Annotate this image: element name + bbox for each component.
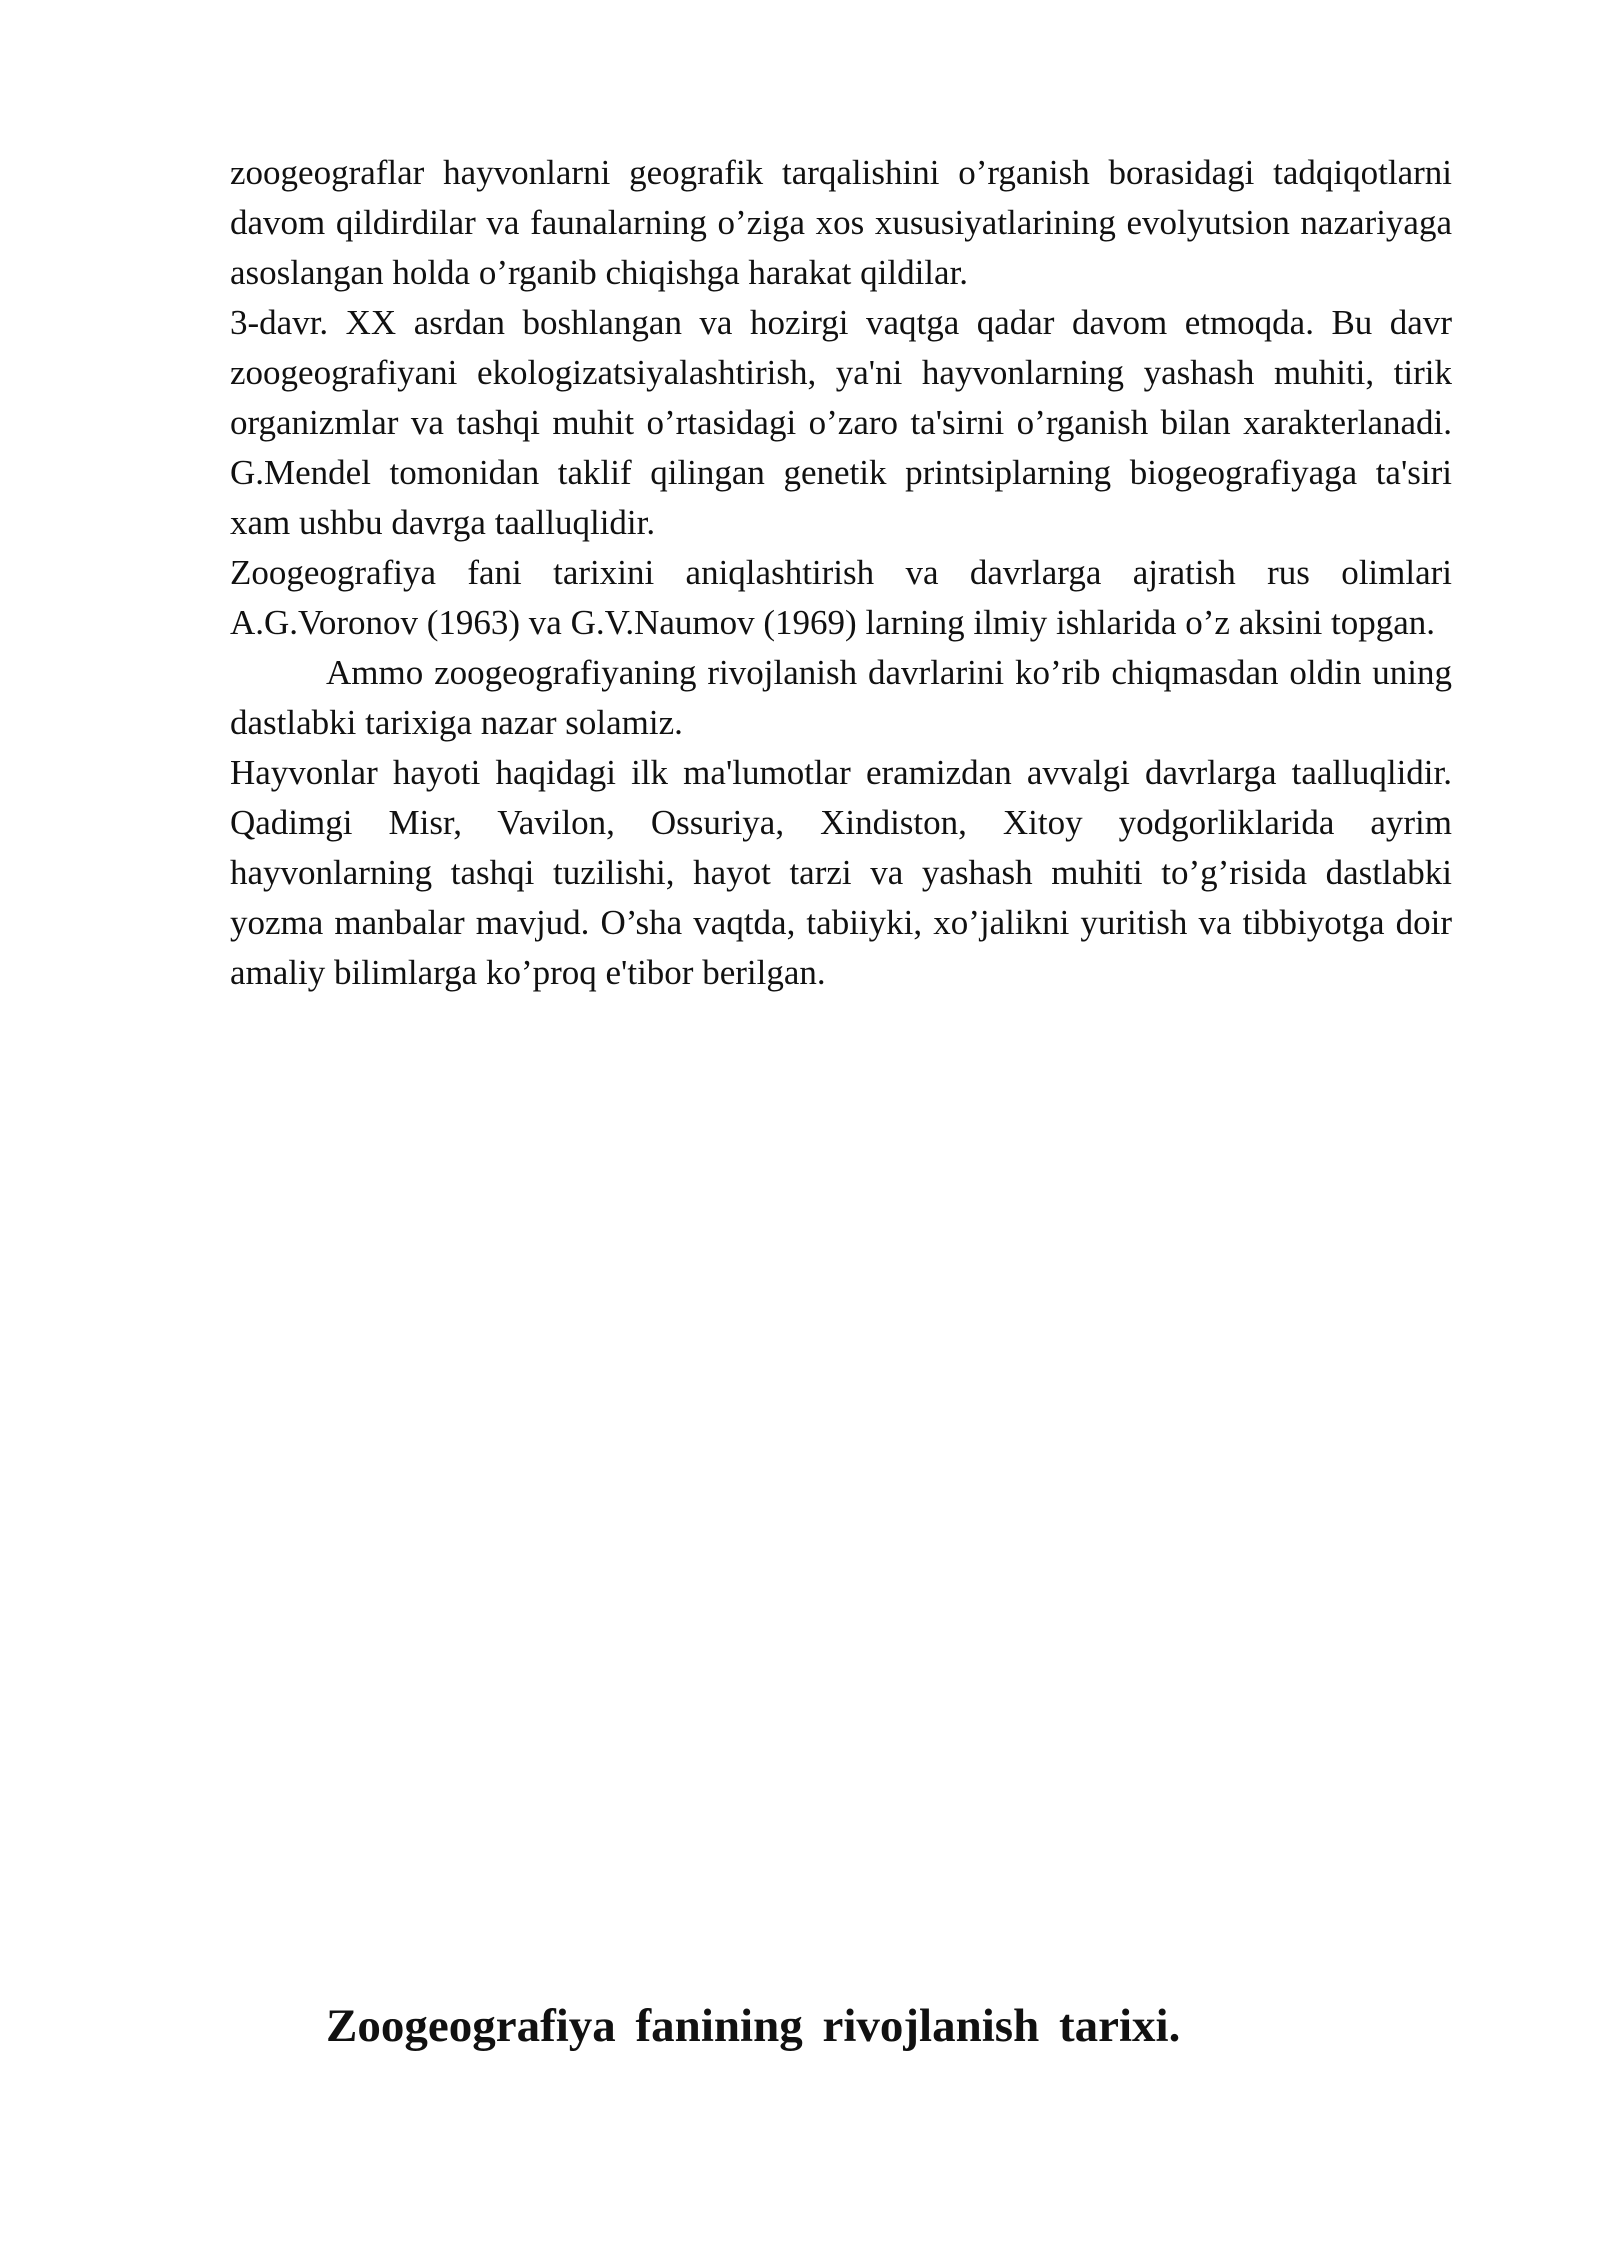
body-text <box>230 148 1452 998</box>
paragraph-ancient-sources: Hayvonlar hayoti haqidagi ilk ma'lumotlar eramizdan avvalgi davrlarga taalluqlidir. Qadimgi Misr, Vavilon, Ossuriya, Xindiston, Xitoy yodgorliklarida ayrim hayvonlarning tashqi tuzilishi, hayot tarzi va yashash muhiti to’g’risida dastlabki yozma manbalar mavjud. O’sha vaqtda, tabiiyki, xo’jalikni yuritish va tibbiyotga doir amaliy bilimlarga ko’proq e'tibor berilgan. <box>230 753 1452 992</box>
paragraph-zoogeographers-research: zoogeograflar hayvonlarni geografik tarqalishini o’rganish borasidagi tadqiqotlarni davom qildirdilar va faunalarning o’ziga xos xususiyatlarining evolyutsion nazariyaga asoslangan holda o’rganib chiqishga harakat qildilar. <box>230 153 1452 292</box>
paragraph-third-period: 3-davr. XX asrdan boshlangan va hozirgi vaqtga qadar davom etmoqda. Bu davr zoogeografiyani ekologizatsiyalashtirish, ya'ni hayvonlarning yashash muhiti, tirik organizmlar va tashqi muhit o’rtasidagi o’zaro ta'sirni o’rganish bilan xarakterlanadi. G.Mendel tomonidan taklif qilingan genetik printsiplarning biogeografiyaga ta'siri xam ushbu davrga taalluqlidir. <box>230 303 1452 542</box>
paragraph-early-history-intro: Ammo zoogeografiyaning rivojlanish davrlarini ko’rib chiqmasdan oldin uning dastlabki tarixiga nazar solamiz. <box>230 653 1452 742</box>
section-heading: Zoogeografiya fanining rivojlanish tarixi. <box>326 2000 1181 2052</box>
paragraph-history-periodization: Zoogeografiya fani tarixini aniqlashtirish va davrlarga ajratish rus olimlari A.G.Voronov (1963) va G.V.Naumov (1969) larning ilmiy ishlarida o’z aksini topgan. <box>230 553 1452 642</box>
